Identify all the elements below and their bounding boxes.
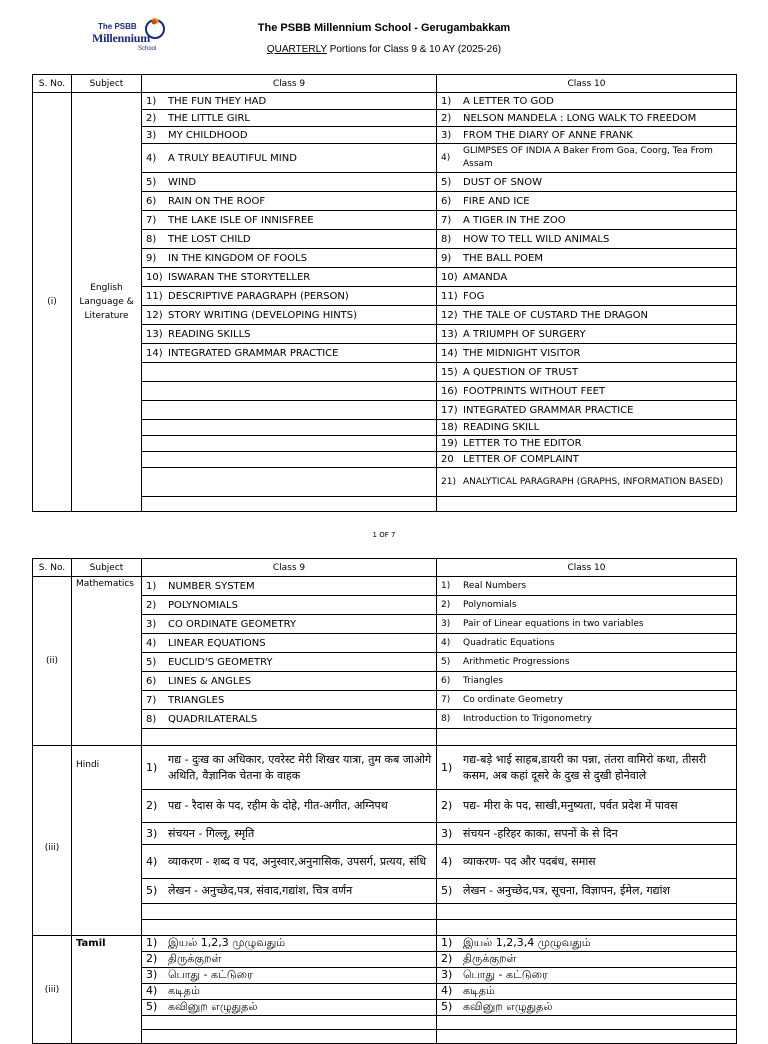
class9-item: [142, 127, 437, 144]
item-number: 12): [441, 309, 458, 321]
item-number: 3): [146, 618, 157, 630]
class10-item: [437, 1000, 737, 1016]
item-number: 5): [441, 1000, 453, 1013]
item-text: पद्य- मीरा के पद, साखी,मनुष्यता, पर्वत प्रदेश में पावस: [463, 799, 678, 812]
class10-item: [437, 306, 737, 325]
logo-text-line1: The PSBB: [98, 22, 137, 31]
item-number: 8): [146, 233, 157, 245]
item-number: 6): [146, 195, 157, 207]
class10-item: [437, 672, 737, 691]
item-text: IN THE KINGDOM OF FOOLS: [168, 252, 308, 264]
item-number: 3): [441, 826, 453, 840]
item-number: 5): [441, 176, 452, 188]
class10-item: [437, 127, 737, 144]
class9-empty-cell: [142, 420, 437, 436]
item-number: 4): [441, 638, 451, 648]
col-header-sno: S. No.: [33, 559, 72, 577]
class10-item: [437, 344, 737, 363]
class9-empty-cell: [142, 468, 437, 497]
class10-item: [437, 653, 737, 672]
item-number: 2): [146, 112, 157, 124]
item-number: 1): [146, 936, 158, 949]
item-number: 15): [441, 366, 458, 378]
item-number: 3): [146, 826, 158, 840]
item-number: 1): [441, 936, 453, 949]
logo-text-line3: School: [138, 46, 157, 52]
item-text: A TRULY BEAUTIFUL MIND: [168, 152, 297, 164]
class9-item: [142, 952, 437, 968]
class10-item: [437, 110, 737, 127]
item-number: 11): [441, 290, 458, 302]
col-header-class9: Class 9: [142, 75, 437, 93]
item-text: AMANDA: [463, 271, 508, 283]
item-number: 12): [146, 309, 163, 321]
class9-item: [142, 211, 437, 230]
item-number: 5): [441, 657, 451, 667]
item-number: 13): [146, 328, 163, 340]
item-number: 2): [146, 952, 158, 965]
item-text: Introduction to Trigonometry: [463, 714, 592, 724]
class9-item: [142, 306, 437, 325]
item-text: கவினுற எழுதுதல்: [168, 1000, 258, 1013]
item-number: 2): [441, 600, 451, 610]
item-text: FROM THE DIARY OF ANNE FRANK: [463, 129, 633, 141]
col-header-subject: Subject: [72, 559, 142, 577]
class9-item: [142, 173, 437, 192]
class9-item: [142, 144, 437, 173]
item-number: 5): [441, 884, 453, 897]
item-number: 16): [441, 385, 458, 397]
table-header-row: [33, 559, 737, 577]
item-number: 6): [146, 675, 157, 687]
item-number: 9): [441, 252, 452, 264]
item-text: गद्य - दुःख का अधिकार, एवरेस्ट मेरी शिखर यात्रा, तुम कब जाओगे अथिति, वैज्ञानिक चेतना के वाहक: [168, 752, 432, 782]
col-header-sno: S. No.: [33, 75, 72, 93]
class10-item: [437, 452, 737, 468]
serial-number: (ii): [33, 577, 72, 746]
class10-item: [437, 436, 737, 452]
class9-item: [142, 634, 437, 653]
item-number: 7): [146, 694, 157, 706]
item-number: 1): [441, 581, 451, 591]
item-number: 14): [146, 347, 163, 359]
class10-item: [437, 845, 737, 879]
item-number: 18): [441, 422, 458, 433]
item-number: 1): [146, 580, 157, 592]
english-portion-table: [32, 74, 737, 512]
item-number: 7): [146, 214, 157, 226]
item-number: 10): [441, 271, 458, 283]
item-number: 4): [146, 152, 157, 164]
item-text: INTEGRATED GRAMMAR PRACTICE: [463, 404, 634, 416]
class9-empty-cell: [142, 382, 437, 401]
item-number: 5): [146, 656, 157, 668]
subject-cell: [72, 93, 142, 512]
class9-empty-cell: [142, 452, 437, 468]
item-text: Quadratic Equations: [463, 638, 555, 648]
class9-item: [142, 93, 437, 110]
class9-item: [142, 230, 437, 249]
class9-item: [142, 249, 437, 268]
class9-empty-cell: [142, 497, 437, 512]
class10-item: [437, 879, 737, 904]
item-text: திருக்குறள்: [463, 952, 517, 965]
item-text: Polynomials: [463, 600, 517, 610]
class9-item: [142, 968, 437, 984]
serial-number: (i): [33, 93, 72, 512]
item-number: 3): [441, 129, 452, 141]
class10-item: [437, 93, 737, 110]
item-text: NELSON MANDELA : LONG WALK TO FREEDOM: [463, 112, 697, 124]
subtitle-rest: Portions for Class 9 & 10 AY (2025-26): [326, 44, 502, 55]
item-text: LETTER TO THE EDITOR: [463, 438, 582, 449]
col-header-class9: Class 9: [142, 559, 437, 577]
class9-empty-cell: [142, 729, 437, 746]
item-number: 17): [441, 404, 458, 416]
class9-empty-cell: [142, 1030, 437, 1044]
item-number: 13): [441, 328, 458, 340]
item-number: 7): [441, 695, 451, 705]
item-number: 3): [441, 968, 453, 981]
item-text: THE LAKE ISLE OF INNISFREE: [168, 214, 314, 226]
portion-table-page2: [32, 558, 737, 1044]
item-text: THE FUN THEY HAD: [168, 95, 267, 107]
class10-item: [437, 192, 737, 211]
item-number: 2): [441, 799, 453, 812]
class9-item: [142, 110, 437, 127]
item-number: 3): [146, 968, 158, 981]
class10-item: [437, 984, 737, 1000]
subject-cell: Mathematics: [72, 577, 142, 746]
school-title: The PSBB Millennium School - Gerugambakkam: [257, 22, 511, 34]
item-number: 5): [146, 176, 157, 188]
item-text: இயல் 1,2,3 முழுவதும்: [168, 936, 286, 949]
class10-item: [437, 249, 737, 268]
item-text: Pair of Linear equations in two variables: [463, 619, 644, 629]
item-number: 1): [146, 760, 158, 774]
item-number: 2): [146, 799, 158, 812]
class10-item: [437, 144, 737, 173]
item-text: HOW TO TELL WILD ANIMALS: [463, 233, 610, 245]
class9-empty-cell: [142, 436, 437, 452]
class10-item: [437, 936, 737, 952]
item-text: DUST OF SNOW: [463, 176, 543, 188]
subject-line: Language &: [79, 297, 134, 307]
class9-item: [142, 984, 437, 1000]
table-row: [33, 936, 737, 952]
class9-item: [142, 577, 437, 596]
class10-item: [437, 691, 737, 710]
class9-item: [142, 653, 437, 672]
item-number: 4): [146, 854, 158, 868]
item-number: 5): [146, 1000, 158, 1013]
item-number: 1): [146, 95, 157, 107]
item-text: STORY WRITING (DEVELOPING HINTS): [168, 309, 358, 321]
item-text: Arithmetic Progressions: [463, 657, 570, 667]
class9-empty-cell: [142, 920, 437, 936]
subject-line: Literature: [84, 311, 129, 321]
item-text: FIRE AND ICE: [463, 195, 530, 207]
item-number: 4): [441, 984, 453, 997]
class10-empty-cell: [437, 920, 737, 936]
subject-line: English: [90, 283, 123, 293]
item-text: A TIGER IN THE ZOO: [463, 214, 566, 226]
item-number: 21): [441, 476, 456, 487]
item-text: WIND: [168, 176, 197, 188]
class10-item: [437, 952, 737, 968]
item-text: EUCLID'S GEOMETRY: [168, 656, 273, 668]
item-number: 8): [146, 713, 157, 725]
item-text: பொது - கட்டுரை: [463, 968, 548, 981]
item-text: THE LOST CHILD: [168, 233, 251, 245]
class9-item: [142, 344, 437, 363]
item-text: READING SKILL: [463, 422, 540, 433]
item-text: DESCRIPTIVE PARAGRAPH (PERSON): [168, 290, 349, 302]
item-number: 2): [441, 952, 453, 965]
col-header-subject: Subject: [72, 75, 142, 93]
item-text: A QUESTION OF TRUST: [463, 366, 579, 378]
item-text: பொது - கட்டுரை: [168, 968, 253, 981]
class9-item: [142, 1000, 437, 1016]
item-text: INTEGRATED GRAMMAR PRACTICE: [168, 347, 339, 359]
item-text: THE MIDNIGHT VISITOR: [463, 347, 581, 359]
class10-item: [437, 710, 737, 729]
item-text: व्याकरण - शब्द व पद, अनुस्वार,अनुनासिक, उपसर्ग, प्रत्यय, संधि: [168, 854, 427, 868]
class10-item: [437, 634, 737, 653]
item-text: ISWARAN THE STORYTELLER: [168, 271, 311, 283]
class10-item: [437, 615, 737, 634]
class10-item: [437, 363, 737, 382]
item-text: இயல் 1,2,3,4 முழுவதும்: [463, 936, 591, 949]
class9-item: [142, 746, 437, 790]
logo-text-line2: Millennium: [92, 31, 151, 45]
page-number: 1 OF 7: [372, 531, 396, 539]
class9-item: [142, 325, 437, 344]
class9-item: [142, 823, 437, 845]
item-number: 8): [441, 714, 451, 724]
item-number: 6): [441, 195, 452, 207]
class9-item: [142, 268, 437, 287]
serial-number: (iii): [33, 936, 72, 1044]
item-number: 14): [441, 347, 458, 359]
class9-item: [142, 691, 437, 710]
class10-item: [437, 577, 737, 596]
item-text: FOOTPRINTS WITHOUT FEET: [463, 385, 606, 397]
subtitle-term: QUARTERLY: [266, 44, 327, 55]
class10-item: [437, 401, 737, 420]
item-text: Triangles: [463, 676, 504, 686]
class10-empty-cell: [437, 1016, 737, 1030]
class10-item: [437, 211, 737, 230]
class9-item: [142, 615, 437, 634]
class9-item: [142, 287, 437, 306]
item-number: 11): [146, 290, 163, 302]
item-number: 3): [441, 619, 451, 629]
table-row: [33, 746, 737, 790]
item-text: RAIN ON THE ROOF: [168, 195, 266, 207]
class9-item: [142, 879, 437, 904]
item-text: LINES & ANGLES: [168, 675, 252, 687]
class10-item: [437, 325, 737, 344]
item-text: Co ordinate Geometry: [463, 695, 563, 705]
serial-number: (iii): [33, 746, 72, 936]
item-text: Real Numbers: [463, 581, 527, 591]
item-number: 4): [441, 854, 453, 868]
item-number: 2): [146, 599, 157, 611]
item-text: திருக்குறள்: [168, 952, 222, 965]
class10-item: [437, 823, 737, 845]
class10-item: [437, 268, 737, 287]
class10-empty-cell: [437, 729, 737, 746]
item-text: TRIANGLES: [168, 694, 225, 706]
item-text: LINEAR EQUATIONS: [168, 637, 266, 649]
class10-item: [437, 420, 737, 436]
class10-item: [437, 468, 737, 497]
item-text: व्याकरण- पद और पदबंध, समास: [463, 854, 596, 868]
item-text: ANALYTICAL PARAGRAPH (GRAPHS, INFORMATION BASED): [463, 476, 724, 487]
item-number: 1): [441, 760, 453, 774]
item-text: A LETTER TO GOD: [463, 95, 554, 107]
item-text: गद्य-बड़े भाई साहब,डायरी का पन्ना, तंतरा वामिरो कथा, तीसरी कसम, अब कहां दूसरे के दुख से दुखी होनेवाले: [463, 752, 707, 782]
item-number: 19): [441, 438, 458, 449]
subject-cell: Hindi: [72, 746, 142, 936]
class9-empty-cell: [142, 904, 437, 920]
item-text: संचयन -हरिहर काका, सपनों के से दिन: [463, 826, 618, 840]
item-number: 4): [146, 637, 157, 649]
class9-item: [142, 710, 437, 729]
item-text: கடிதம்: [463, 984, 495, 997]
item-text: A TRIUMPH OF SURGERY: [463, 328, 586, 340]
item-text: POLYNOMIALS: [168, 599, 238, 611]
item-text: THE BALL POEM: [463, 252, 543, 264]
item-text: QUADRILATERALS: [168, 713, 258, 725]
item-text: CO ORDINATE GEOMETRY: [168, 618, 297, 630]
item-number: 10): [146, 271, 163, 283]
class9-item: [142, 672, 437, 691]
class9-item: [142, 936, 437, 952]
class9-empty-cell: [142, 1016, 437, 1030]
item-text: THE LITTLE GIRL: [168, 112, 250, 124]
class10-item: [437, 596, 737, 615]
class10-item: [437, 746, 737, 790]
table-row: [33, 93, 737, 110]
class9-item: [142, 192, 437, 211]
item-number: 3): [146, 129, 157, 141]
item-text: संचयन - गिल्लू, स्मृति: [168, 826, 255, 840]
item-number: 1): [441, 95, 452, 107]
item-text: LETTER OF COMPLAINT: [463, 454, 579, 465]
item-text: लेखन - अनुच्छेद,पत्र, सूचना, विज्ञापन, ईमेल, गद्यांश: [463, 884, 670, 897]
item-text: READING SKILLS: [168, 328, 251, 340]
page-header: [0, 0, 768, 72]
item-text: MY CHILDHOOD: [168, 129, 248, 141]
subject-cell: Tamil: [72, 936, 142, 1044]
item-number: 4): [146, 984, 158, 997]
item-number: 8): [441, 233, 452, 245]
table-row: [33, 577, 737, 596]
col-header-class10: Class 10: [437, 75, 737, 93]
class9-empty-cell: [142, 363, 437, 382]
item-number: 20: [441, 454, 454, 465]
item-text: கவினுற எழுதுதல்: [463, 1000, 553, 1013]
table-header-row: [33, 75, 737, 93]
item-text: लेखन - अनुच्छेद,पत्र, संवाद,गद्यांश, चित्र वर्णन: [168, 884, 353, 897]
class10-empty-cell: [437, 497, 737, 512]
class9-item: [142, 596, 437, 615]
class10-item: [437, 382, 737, 401]
item-text: पद्य - रैदास के पद, रहीम के दोहे, गीत-अगीत, अग्निपथ: [168, 799, 388, 812]
class10-item: [437, 173, 737, 192]
class10-item: [437, 287, 737, 306]
item-number: 5): [146, 884, 158, 897]
item-number: 2): [441, 112, 452, 124]
item-number: 4): [441, 152, 451, 163]
class9-item: [142, 845, 437, 879]
class9-item: [142, 790, 437, 823]
item-text: FOG: [463, 290, 485, 302]
class10-empty-cell: [437, 1030, 737, 1044]
document-subtitle: [0, 44, 768, 55]
item-number: 7): [441, 214, 452, 226]
col-header-class10: Class 10: [437, 559, 737, 577]
class10-item: [437, 968, 737, 984]
item-number: 6): [441, 676, 451, 686]
class9-empty-cell: [142, 401, 437, 420]
item-number: 9): [146, 252, 157, 264]
item-text: கடிதம்: [168, 984, 200, 997]
class10-item: [437, 230, 737, 249]
item-text: THE TALE OF CUSTARD THE DRAGON: [463, 309, 648, 321]
class10-item: [437, 790, 737, 823]
item-text: NUMBER SYSTEM: [168, 580, 255, 592]
item-text: GLIMPSES OF INDIA A Baker From Goa, Coorg, Tea From Assam: [463, 146, 713, 169]
class10-empty-cell: [437, 904, 737, 920]
